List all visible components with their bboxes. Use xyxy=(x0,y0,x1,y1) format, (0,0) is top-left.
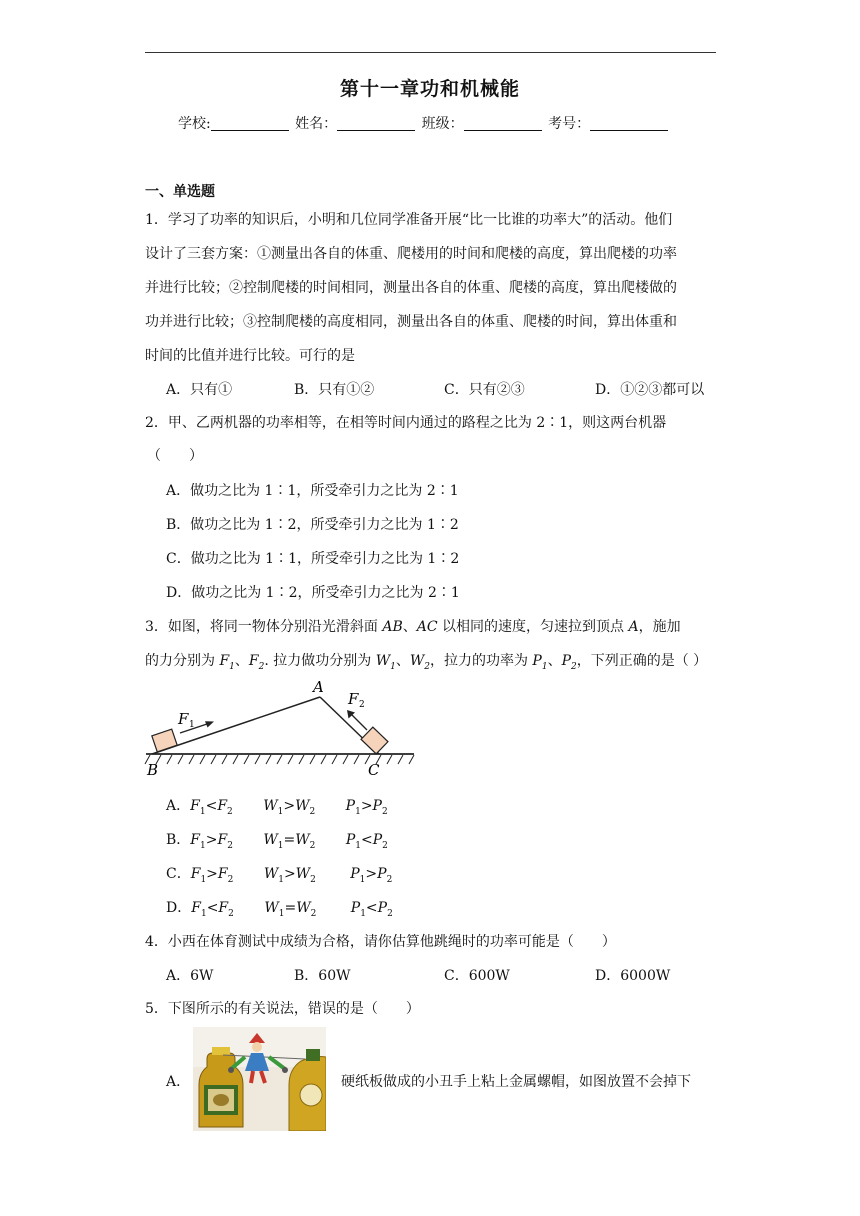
q3-sub: 2 xyxy=(258,661,265,672)
f-var: F xyxy=(190,866,201,882)
w-var: W xyxy=(263,866,279,882)
q3-text: ，拉力的功率为 xyxy=(429,653,533,669)
w-var: W xyxy=(264,900,279,916)
sub: 2 xyxy=(310,908,317,919)
q1-line: 1．学习了功率的知识后，小明和几位同学准备开展“比一比谁的功率大”的活动。他们 xyxy=(145,212,673,228)
sub: 2 xyxy=(382,840,388,851)
sub: 1 xyxy=(355,840,361,851)
q3-text: 以相同的速度，匀速拉到顶点 xyxy=(437,619,629,635)
q3-text: . 拉力做功分别为 xyxy=(264,653,376,669)
q5-option-a-letter[interactable]: A． xyxy=(166,1074,191,1090)
op: > xyxy=(283,798,296,814)
q1-line: 时间的比值并进行比较。可行的是 xyxy=(145,348,355,364)
sub: 1 xyxy=(277,806,284,817)
w-var: W xyxy=(295,798,310,814)
school-blank[interactable] xyxy=(211,116,289,131)
clown-balance-illustration xyxy=(193,1027,326,1131)
op: > xyxy=(365,866,378,882)
sub: 1 xyxy=(278,874,284,885)
p-var: P xyxy=(377,866,387,882)
inclined-plane-figure xyxy=(142,676,422,778)
q3-var: P xyxy=(561,653,571,669)
q3-option-b[interactable] xyxy=(166,829,388,851)
q3-var: AB xyxy=(382,619,403,635)
q1-option-c[interactable]: C．只有②③ xyxy=(444,382,525,398)
w-var: W xyxy=(296,900,311,916)
q2-option-b[interactable]: B．做功之比为 1∶2，所受牵引力之比为 1∶2 xyxy=(166,517,459,533)
sub: 2 xyxy=(309,840,316,851)
sub: 2 xyxy=(310,874,316,885)
q3-text: 3．如图，将同一物体分别沿光滑斜面 xyxy=(145,619,383,635)
sub: 1 xyxy=(278,908,285,919)
op: > xyxy=(205,832,218,848)
q2-option-a[interactable]: A．做功之比为 1∶1，所受牵引力之比为 2∶1 xyxy=(166,483,459,499)
sub: 2 xyxy=(227,806,233,817)
q4-option-a[interactable]: A．6W xyxy=(166,968,214,984)
sub: 1 xyxy=(277,840,284,851)
q4-option-c[interactable]: C．600W xyxy=(444,968,510,984)
f-var: F xyxy=(218,900,229,916)
sub: 1 xyxy=(359,874,366,885)
section-title: 一、单选题 xyxy=(145,184,215,200)
label-f2: F xyxy=(348,690,359,708)
q1-option-d[interactable]: D．①②③都可以 xyxy=(595,382,705,398)
sub: 2 xyxy=(387,908,393,919)
sub: 1 xyxy=(360,908,366,919)
f-var: F xyxy=(217,832,228,848)
block-on-ab xyxy=(152,729,177,752)
op: = xyxy=(283,832,296,848)
q1-line: 设计了三套方案：①测量出各自的体重、爬楼用的时间和爬楼的高度，算出爬楼的功率 xyxy=(145,246,677,262)
p-var: P xyxy=(345,798,356,814)
q3-sub: 2 xyxy=(424,661,430,672)
q3-text: 、 xyxy=(547,653,562,669)
q4-line: 4．小西在体育测试中成绩为合格，请你估算他跳绳时的功率可能是（ ） xyxy=(145,934,616,950)
sub: 1 xyxy=(200,908,207,919)
clown-balance-photo xyxy=(193,1027,326,1131)
f-var: F xyxy=(190,832,201,848)
q1-option-b[interactable]: B．只有①② xyxy=(294,382,375,398)
op: < xyxy=(360,832,373,848)
sub: 2 xyxy=(228,908,234,919)
q2-option-d[interactable]: D．做功之比为 1∶2，所受牵引力之比为 2∶1 xyxy=(166,585,460,601)
q1-line: 并进行比较；②控制爬楼的时间相同，测量出各自的体重、爬楼的高度，算出爬楼做的 xyxy=(145,280,677,296)
sub: 1 xyxy=(200,840,206,851)
q3-var: W xyxy=(409,653,425,669)
q1-line: 功并进行比较；③控制爬楼的高度相同，测量出各自的体重、爬楼的时间，算出体重和 xyxy=(145,314,677,330)
q3-text: 、 xyxy=(402,619,417,635)
op: < xyxy=(365,900,378,916)
q3-line-2 xyxy=(145,650,707,672)
op: < xyxy=(205,798,218,814)
q3-sub: 1 xyxy=(390,661,396,672)
p-var: P xyxy=(372,798,382,814)
q2-answer-blank: （ ） xyxy=(147,448,203,464)
sub: 1 xyxy=(355,806,361,817)
q3-text: 的力分别为 xyxy=(145,653,220,669)
sub: 1 xyxy=(199,806,206,817)
option-letter: A． xyxy=(166,798,191,814)
f-var: F xyxy=(190,798,200,814)
p-var: P xyxy=(377,900,388,916)
w-var: W xyxy=(263,832,278,848)
school-label: 学校: xyxy=(178,116,211,132)
q3-var: F xyxy=(248,653,259,669)
label-f2-sub: 2 xyxy=(359,700,365,710)
class-blank[interactable] xyxy=(464,116,542,131)
q3-var: AC xyxy=(416,619,438,635)
op: > xyxy=(206,866,218,882)
q3-var: A xyxy=(628,619,639,635)
option-letter: C． xyxy=(166,866,191,882)
document-title: 第十一章功和机械能 xyxy=(339,78,520,100)
f-var: F xyxy=(217,866,228,882)
option-letter: B． xyxy=(166,832,191,848)
q3-var: W xyxy=(375,653,391,669)
label-f1: F xyxy=(178,710,189,728)
sub: 2 xyxy=(386,874,393,885)
sub: 1 xyxy=(200,874,207,885)
q5-option-a-text: 硬纸板做成的小丑手上粘上金属螺帽，如图放置不会掉下 xyxy=(341,1074,691,1090)
q5-line: 5．下图所示的有关说法，错误的是（ ） xyxy=(145,1001,420,1017)
q1-option-a[interactable]: A．只有① xyxy=(166,382,233,398)
p-var: P xyxy=(350,866,360,882)
q3-sub: 1 xyxy=(541,661,548,672)
p-var: P xyxy=(350,900,361,916)
q2-line: 2．甲、乙两机器的功率相等，在相等时间内通过的路程之比为 2∶1，则这两台机器 xyxy=(145,415,667,431)
name-label: 姓名： xyxy=(295,116,338,132)
f-var: F xyxy=(191,900,201,916)
q3-var: F xyxy=(219,653,230,669)
q3-option-c[interactable] xyxy=(166,863,392,885)
force-arrow-f1-head xyxy=(205,721,214,727)
label-f1-sub: 1 xyxy=(189,720,195,730)
student-info-row xyxy=(178,113,670,133)
w-var: W xyxy=(295,866,311,882)
sub: 2 xyxy=(227,874,234,885)
q3-text: ，施加 xyxy=(638,619,681,635)
exam-number-blank[interactable] xyxy=(590,116,668,131)
exam-number-label: 考号： xyxy=(548,116,591,132)
q3-sub: 1 xyxy=(229,661,235,672)
label-b: B xyxy=(147,761,159,778)
top-rule xyxy=(145,52,716,53)
q3-option-a[interactable] xyxy=(166,795,388,817)
q3-option-d[interactable] xyxy=(166,897,393,919)
w-var: W xyxy=(263,798,278,814)
name-blank[interactable] xyxy=(337,116,415,131)
w-var: W xyxy=(295,832,310,848)
sub: 2 xyxy=(381,806,388,817)
label-a: A xyxy=(313,678,324,696)
p-var: P xyxy=(345,832,356,848)
label-c: C xyxy=(368,761,380,778)
q3-text: 、 xyxy=(234,653,249,669)
op: > xyxy=(360,798,373,814)
f-var: F xyxy=(217,798,228,814)
sub: 2 xyxy=(309,806,316,817)
block-on-ac xyxy=(361,727,388,754)
q3-line-1 xyxy=(145,616,681,636)
q3-sub: 2 xyxy=(571,661,577,672)
option-letter: D． xyxy=(166,900,192,916)
op: > xyxy=(283,866,296,882)
sub: 2 xyxy=(227,840,233,851)
q3-text: 、 xyxy=(395,653,410,669)
q2-option-c[interactable]: C．做功之比为 1∶1，所受牵引力之比为 1∶2 xyxy=(166,551,460,567)
q4-option-d[interactable]: D．6000W xyxy=(595,968,671,984)
q3-text: ，下列正确的是（ ） xyxy=(576,653,708,669)
q4-option-b[interactable]: B．60W xyxy=(294,968,351,984)
class-label: 班级： xyxy=(421,116,464,132)
op: < xyxy=(206,900,219,916)
p-var: P xyxy=(372,832,383,848)
op: = xyxy=(284,900,297,916)
q3-var: P xyxy=(532,653,542,669)
